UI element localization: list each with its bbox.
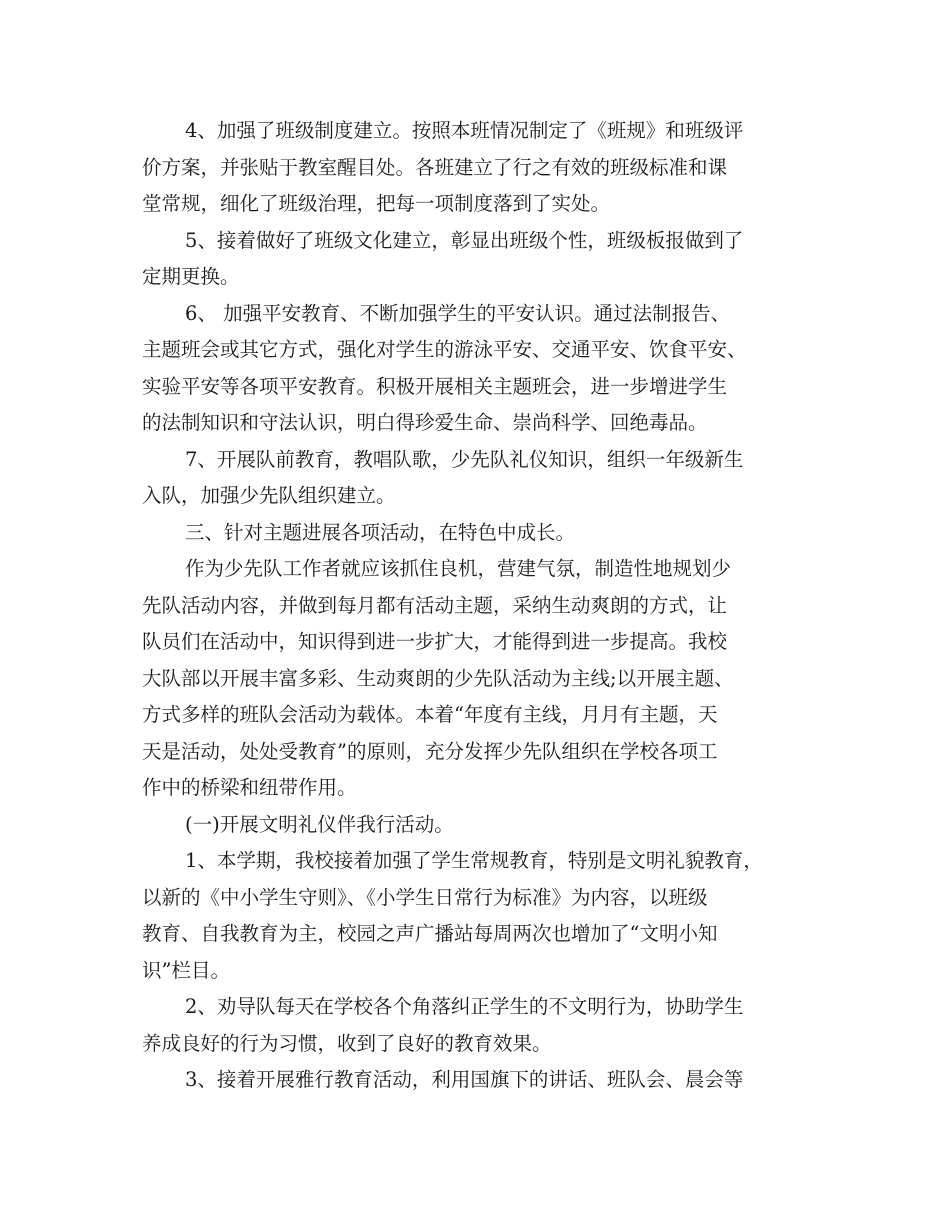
text-line: 1、本学期，我校接着加强了学生常规教育，特别是文明礼貌教育， — [185, 849, 763, 872]
text-line: 作中的桥梁和纽带作用。 — [142, 776, 357, 799]
document-body — [142, 113, 822, 1099]
text-line: 价方案，并张贴于教室醒目处。各班建立了行之有效的班级标准和课 — [142, 155, 728, 179]
text-line: 5、接着做好了班级文化建立，彰显出班级个性，班级板报做到了 — [185, 228, 744, 252]
text-line: 堂常规，细化了班级治理，把每一项制度落到了实处。 — [142, 192, 611, 215]
text-line: 方式多样的班队会活动为载体。本着“年度有主线，月月有主题，天 — [142, 703, 718, 726]
text-line: 3、接着开展雅行教育活动，利用国旗下的讲话、班队会、晨会等 — [185, 1068, 744, 1091]
text-line: 先队活动内容，并做到每月都有活动主题，采纳生动爽朗的方式，让 — [142, 593, 728, 617]
text-line: 7、开展队前教育，教唱队歌，少先队礼仪知识，组织一年级新生 — [185, 447, 744, 471]
text-line: 养成良好的行为习惯，收到了良好的教育效果。 — [142, 1031, 552, 1055]
text-line: 以新的《中小学生守则》、《小学生日常行为标准》为内容，以班级 — [142, 885, 708, 909]
text-line: 大队部以开展丰富多彩、生动爽朗的少先队活动为主线;以开展主题、 — [142, 666, 734, 690]
text-line: 4、加强了班级制度建立。按照本班情况制定了《班规》和班级评 — [185, 119, 744, 142]
text-line: 识”栏目。 — [142, 958, 230, 982]
text-line: 天是活动，处处受教育”的原则，充分发挥少先队组织在学校各项工 — [142, 739, 718, 763]
text-line: 6、 加强平安教育、不断加强学生的平安认识。通过法制报告、 — [185, 301, 731, 325]
text-line: 2、劝导队每天在学校各个角落纠正学生的不文明行为，协助学生 — [185, 995, 744, 1018]
text-line: (一)开展文明礼仪伴我行活动。 — [185, 812, 454, 836]
text-line: 教育、自我教育为主，校园之声广播站每周两次也增加了“文明小知 — [142, 922, 718, 945]
text-line: 队员们在活动中，知识得到进一步扩大，才能得到进一步提高。我校 — [142, 630, 728, 653]
text-line: 三、针对主题进展各项活动，在特色中成长。 — [185, 520, 576, 544]
text-line: 入队，加强少先队组织建立。 — [142, 484, 396, 507]
text-line: 作为少先队工作者就应该抓住良机，营建气氛，制造性地规划少 — [185, 557, 732, 580]
text-line: 主题班会或其它方式，强化对学生的游泳平安、交通平安、饮食平安、 — [142, 338, 747, 361]
text-line: 的法制知识和守法认识，明白得珍爱生命、崇尚科学、回绝毒品。 — [142, 411, 708, 434]
text-line: 实验平安等各项平安教育。积极开展相关主题班会，进一步增进学生 — [142, 374, 728, 398]
text-line: 定期更换。 — [142, 265, 240, 288]
